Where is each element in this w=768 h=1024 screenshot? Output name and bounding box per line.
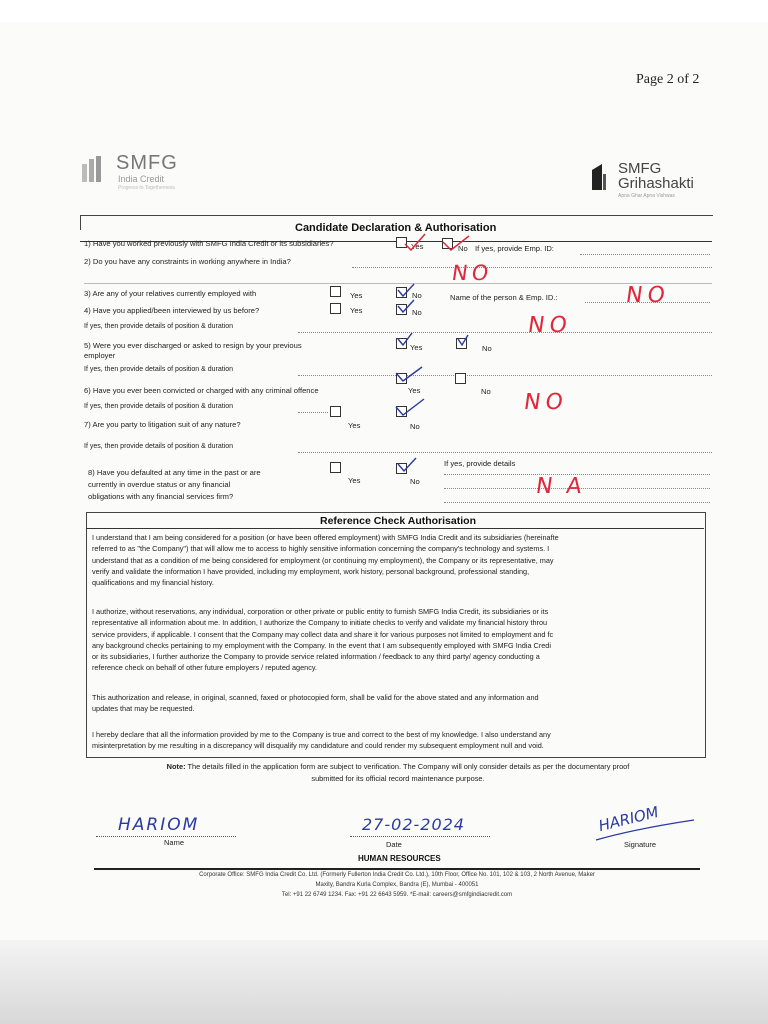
handwritten-tick-q3-icon [394, 282, 418, 318]
q6-detail: If yes, then provide details of position & duration [84, 403, 234, 410]
reference-paragraph-4 [92, 729, 702, 752]
q4-no-label: No [412, 308, 422, 317]
question-6: 6) Have you ever been convicted or charged with any criminal offence [84, 386, 319, 395]
paragraph-line: or its subsidiaries, I further authorize the Company to provide service related information / feedback to any third party/ agency conducting a [92, 652, 540, 662]
paragraph-line: reference check on behalf of other future employers / reputed agency. [92, 663, 317, 673]
name-label: Name [164, 838, 185, 847]
question-4: 4) Have you applied/been interviewed by us before? [84, 306, 260, 315]
logo-mark-icon [82, 156, 104, 182]
q7-yes-label: Yes [348, 421, 361, 430]
department-label: HUMAN RESOURCES [358, 854, 441, 863]
footer-rule [94, 868, 700, 870]
q6-yes-label: Yes [408, 386, 421, 395]
q6-detail-line [298, 412, 328, 413]
handwritten-answer-q8: NA [534, 474, 598, 499]
q8-no-label: No [410, 477, 420, 486]
paragraph-line: referred to as "the Company") that will allow me to access to highly sensitive information concerning the company's technology and systems. I [92, 544, 550, 554]
q4-yes-checkbox[interactable] [330, 303, 341, 314]
q8-yes-checkbox[interactable] [330, 462, 341, 473]
reference-paragraph-1 [92, 532, 702, 588]
paragraph-line: representative all information about me. In addition, I authorize the Company to initiate checks to verify and validate my financial history throu [92, 618, 548, 628]
q8-details-line-3 [444, 502, 710, 503]
logo-left-name: SMFG [116, 152, 178, 174]
paragraph-line: service providers, if applicable. I consent that the Company may collect data and share it for various purposes not limited to employment and fc [92, 629, 554, 639]
q8-details-label: If yes, provide details [444, 459, 516, 468]
question-2: 2) Do you have any constraints in working anywhere in India? [84, 257, 291, 266]
q3-no-label: No [412, 291, 422, 300]
handwritten-signature: HARIOM [596, 802, 661, 836]
handwritten-answer-q4: NO [526, 313, 574, 338]
question-5-cont: employer [84, 351, 116, 360]
footer-line-3: Tel: +91 22 6749 1234. Fax: +91 22 6643 5959. *E-mail: careers@smfgindiacredit.com [281, 892, 513, 898]
q1-emp-id-label: If yes, provide Emp. ID: [475, 244, 554, 253]
q4-detail: If yes, then provide details of position & duration [84, 323, 234, 330]
handwritten-tick-q8-icon [394, 456, 418, 476]
question-8: 8) Have you defaulted at any time in the past or are [88, 468, 261, 477]
q7-detail: If yes, then provide details of position & duration [84, 443, 234, 450]
handwritten-answer-q3: NO [624, 283, 672, 308]
name-line [96, 836, 236, 837]
logo-left-sub: India Credit [118, 174, 165, 184]
note-text: The details filled in the application form are subject to verification. The Company will only consider details as per the documentary proof [187, 762, 630, 771]
logo-left-tagline: Progress to Togetherness [118, 185, 175, 191]
logo-right-tagline: Apna Ghar Apna Vishwas [618, 193, 675, 199]
q5-detail: If yes, then provide details of position & duration [84, 366, 234, 373]
handwritten-name: HARIOM [118, 815, 200, 835]
q1-yes-label: Yes [411, 242, 424, 251]
logo-right-name: SMFG [618, 160, 662, 177]
q1-no-label: No [458, 244, 468, 253]
q5-detail-line [298, 375, 712, 376]
declaration-title: Candidate Declaration & Authorisation [295, 222, 497, 234]
handwritten-answer-q2: NO [450, 261, 494, 285]
footer-line-1: Corporate Office: SMFG India Credit Co. Ltd. (Formerly Fullerton India Credit Co. Ltd.), 10th Floor, Office No. 101, 102 & 103, 2 North Avenue, Maker [199, 872, 595, 878]
reference-title-rule [86, 528, 704, 529]
signature-label: Signature [624, 840, 657, 849]
question-3: 3) Are any of your relatives currently employed with [84, 289, 257, 298]
paragraph-line: updates that may be requested. [92, 704, 195, 714]
note-label: Note: [166, 762, 186, 771]
logo-right-sub: Grihashakti [618, 175, 694, 192]
reference-title: Reference Check Authorisation [320, 515, 476, 527]
q6-no-label: No [481, 387, 491, 396]
scan-shadow [0, 940, 768, 1024]
paragraph-line: misinterpretation by me resulting in a discrepancy will disqualify my candidature and could render my subsequent employment null and void. [92, 741, 544, 751]
page-number: Page 2 of 2 [636, 72, 700, 87]
question-8-cont2: obligations with any financial services firm? [88, 492, 234, 501]
date-label: Date [386, 840, 402, 849]
q4-detail-line [298, 332, 712, 333]
q5-yes-label: Yes [410, 343, 423, 352]
q5-no-label: No [482, 344, 492, 353]
paragraph-line: This authorization and release, in original, scanned, faxed or photocopied form, shall be valid for the above stated and any information and [92, 693, 539, 702]
logo-mark-icon [592, 164, 606, 190]
question-1: 1) Have you worked previously with SMFG India Credit or its subsidiaries? [84, 239, 334, 248]
paragraph-line: I understand that I am being considered for a position (or have been offered employment) with SMFG India Credit and its subsidiaries (hereinafte [92, 533, 559, 542]
paragraph-line: qualifications and my financial history. [92, 578, 214, 588]
question-7: 7) Are you party to litigation suit of any nature? [84, 420, 241, 429]
q3-person-label: Name of the person & Emp. ID.: [450, 293, 558, 302]
q4-yes-label: Yes [350, 306, 363, 315]
handwritten-date: 27-02-2024 [362, 815, 465, 834]
q3-yes-checkbox[interactable] [330, 286, 341, 297]
q7-no-label: No [410, 422, 420, 431]
q1-emp-id-line [580, 254, 710, 255]
footer-line-2: Maxity, Bandra Kurla Complex, Bandra (E), Mumbai - 400051 [315, 882, 479, 888]
q7-detail-line [298, 452, 712, 453]
date-line [350, 836, 490, 837]
handwritten-ticks-q5-q7-icon [394, 333, 470, 417]
reference-paragraph-3 [92, 692, 702, 715]
question-5: 5) Were you ever discharged or asked to resign by your previous [84, 341, 302, 350]
paragraph-line: I hereby declare that all the information provided by me to the Company is true and correct to the best of my knowledge. I also understand any [92, 730, 551, 739]
paragraph-line: verify and validate the information I have provided, including my employment, work history, personal background, professional standing, [92, 566, 530, 576]
q2-answer-line [352, 267, 712, 268]
reference-paragraph-2 [92, 606, 702, 674]
handwritten-tick-q1-icon [385, 228, 475, 258]
paragraph-line: any background checks pertaining to my employment with the Company. In the event that I am subsequently employed with SMFG India Credi [92, 640, 551, 650]
note-line-2: submitted for its official record maintenance purpose. [311, 774, 485, 783]
paragraph-line: I authorize, without reservations, any individual, corporation or other private or public entity to furnish SMFG India Credit, its subsidiaries or its [92, 607, 549, 616]
q7-yes-checkbox[interactable] [330, 406, 341, 417]
handwritten-answer-q6: NO [522, 390, 570, 415]
note-line-1 [100, 762, 696, 771]
q8-yes-label: Yes [348, 476, 361, 485]
question-8-cont: currently in overdue status or any financial [88, 480, 231, 489]
paragraph-line: understand that as a condition of me being considered for employment (or continuing my employment), the Company or its representative, may [92, 555, 554, 565]
q3-yes-label: Yes [350, 291, 363, 300]
